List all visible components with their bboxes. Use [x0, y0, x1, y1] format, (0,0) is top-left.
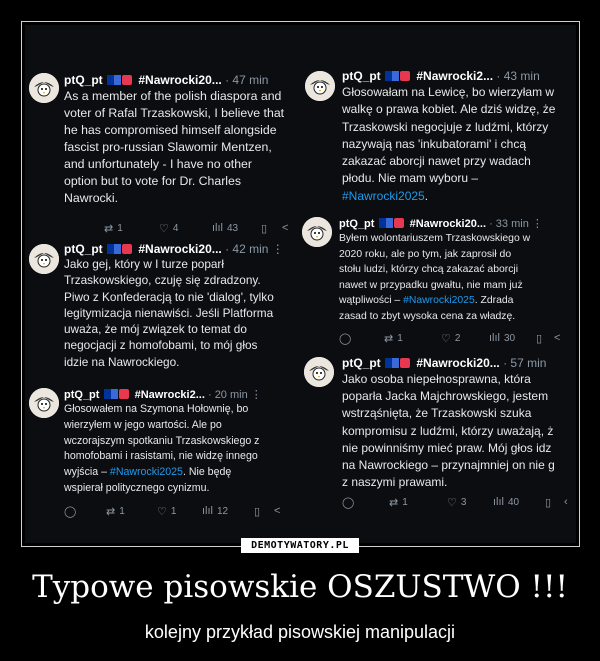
eagle-avatar-icon — [29, 73, 59, 103]
badge-icon — [400, 71, 410, 81]
tweet-text: Jako gej, który w I turze poparł Trzaskowskiego, czuję się zdradzony. Piwo z Konfederacją to nie 'dialog', tylko legitymizacja nienawiści. Jeśli Platforma uważa, że mój związek to temat do negocjacji z homofobami, to mój głos idzie na Nawrockiego. — [64, 257, 274, 369]
view-count: 12 — [217, 505, 229, 517]
flag-icon — [104, 389, 118, 399]
bookmark-button[interactable] — [536, 332, 542, 345]
tweet-text: Głosowałam na Lewicę, bo wierzyłam w walkę o prawa kobiet. Ale dziś widzę, że Trzaskowski negocjuje z ludźmi, którzy nazywają nas 'inkubatorami' i chcą zakazać aborcji nawet przy wadach płodu. Nie mam wyboru – #Nawrocki2025. — [342, 85, 556, 203]
timestamp[interactable]: · 57 min — [503, 356, 547, 370]
tweet-header — [339, 217, 576, 230]
hashtag[interactable]: #Nawrocki2... — [134, 389, 205, 401]
reply-button[interactable] — [64, 505, 76, 518]
timestamp[interactable]: · 42 min — [225, 242, 269, 256]
heart-icon: ♡ — [441, 333, 451, 345]
hashtag[interactable]: #Nawrocki20... — [138, 242, 222, 256]
more-options-icon[interactable]: ⋮ — [271, 242, 284, 256]
share-icon: ‹ — [564, 496, 568, 508]
flag-icon — [385, 358, 399, 368]
share-icon: < — [274, 505, 281, 517]
views-button[interactable] — [202, 505, 228, 517]
caption-subtitle: kolejny przykład pisowskiej manipulacji — [144, 622, 456, 642]
tweet-actions — [339, 332, 576, 346]
timestamp[interactable]: · 20 min — [207, 389, 248, 401]
tweet-text: Głosowałem na Szymona Hołownię, bo wierzyłem w jego wartości. Ale po wczorajszym spotkaniu Trzaskowskiego z homofobami i rasistami, nie widzę innego wyjścia – #Nawrocki2025. Nie będę wspierał politycznego cynizmu. — [64, 403, 260, 494]
hashtag[interactable]: #Nawrocki20... — [416, 356, 500, 370]
heart-icon: ♡ — [157, 506, 167, 518]
screenshot-collage — [25, 25, 576, 543]
bookmark-icon: ▯ — [254, 506, 261, 518]
share-icon: < — [554, 332, 561, 344]
badge-icon — [400, 358, 410, 368]
avatar[interactable] — [29, 244, 59, 274]
more-options-icon[interactable]: ⋮ — [531, 218, 543, 230]
demotivator-frame — [21, 21, 580, 547]
tweet-card[interactable] — [302, 67, 576, 237]
badge-icon — [394, 218, 404, 228]
tweet-text: Byłem wolontariuszem Trzaskowskiego w 2020 roku, ale po tym, jak zaprosił do stołu ludzi, którzy chcą zakazać aborcji nawet w przypadku gwałtu, nie mam już wątpliwości – #Nawrocki2025. Zdrada zasad to zbyt wysoka cena za władzę. — [339, 233, 531, 322]
tweet-header — [342, 356, 576, 370]
like-button[interactable] — [441, 332, 460, 345]
retweet-button[interactable] — [104, 222, 123, 235]
caption-title: Typowe pisowskie OSZUSTWO !!! — [32, 569, 568, 605]
avatar[interactable] — [29, 73, 59, 103]
username[interactable]: ptQ_pt — [64, 242, 103, 256]
heart-icon: ♡ — [447, 497, 457, 509]
avatar[interactable] — [305, 71, 335, 101]
hashtag[interactable]: #Nawrocki20... — [138, 73, 222, 87]
bookmark-button[interactable] — [261, 222, 267, 235]
views-icon: ılıl — [489, 332, 500, 344]
like-count: 1 — [170, 506, 177, 517]
tweet-actions — [64, 222, 304, 236]
share-button[interactable] — [274, 505, 280, 517]
like-button[interactable] — [159, 222, 178, 235]
badge-icon — [119, 389, 129, 399]
hashtag-link[interactable]: #Nawrocki2025 — [342, 188, 425, 203]
retweet-icon: ⇄ — [389, 497, 399, 509]
tweet-header — [64, 388, 300, 401]
tweet-actions — [342, 496, 576, 510]
timestamp[interactable]: · 43 min — [496, 69, 540, 83]
reply-icon: ◯ — [342, 497, 355, 509]
retweet-button[interactable] — [384, 332, 403, 345]
views-icon: ılıl — [202, 505, 213, 517]
retweet-count: 1 — [119, 506, 125, 517]
username[interactable]: ptQ_pt — [342, 69, 381, 83]
avatar[interactable] — [304, 357, 334, 387]
tweet-card[interactable] — [302, 353, 576, 543]
username[interactable]: ptQ_pt — [64, 73, 103, 87]
view-count: 40 — [508, 496, 520, 508]
views-button[interactable] — [212, 222, 238, 234]
retweet-icon: ⇄ — [384, 333, 394, 345]
tweet-card[interactable] — [25, 238, 300, 383]
bookmark-icon: ▯ — [261, 223, 268, 235]
share-icon: < — [282, 222, 289, 234]
eagle-avatar-icon — [305, 71, 335, 101]
retweet-count: 1 — [402, 497, 408, 508]
reply-button[interactable] — [339, 332, 351, 345]
like-count: 3 — [460, 497, 467, 508]
flag-icon — [379, 218, 393, 228]
tweet-actions — [64, 505, 300, 519]
watermark: DEMOTYWATORY.PL — [241, 538, 359, 553]
bookmark-button[interactable] — [254, 505, 260, 518]
avatar[interactable] — [302, 217, 332, 247]
views-icon: ılıl — [493, 496, 504, 508]
eagle-avatar-icon — [304, 357, 334, 387]
hashtag-link[interactable]: #Nawrocki2025 — [403, 295, 475, 307]
views-icon: ılıl — [212, 222, 223, 234]
timestamp[interactable]: · 33 min — [489, 218, 529, 230]
eagle-avatar-icon — [302, 217, 332, 247]
bookmark-icon: ▯ — [536, 333, 543, 345]
bookmark-icon: ▯ — [545, 497, 552, 509]
badge-icon — [122, 244, 132, 254]
bookmark-button[interactable] — [545, 496, 551, 509]
hashtag[interactable]: #Nawrocki20... — [409, 218, 487, 230]
views-button[interactable] — [493, 496, 519, 508]
share-button[interactable] — [554, 332, 560, 344]
username[interactable]: ptQ_pt — [342, 356, 381, 370]
flag-icon — [107, 244, 121, 254]
like-button[interactable] — [157, 505, 176, 518]
view-count: 30 — [504, 332, 516, 344]
hashtag-link[interactable]: #Nawrocki2025 — [109, 466, 183, 479]
like-count: 2 — [454, 333, 461, 344]
heart-icon: ♡ — [159, 223, 169, 235]
retweet-count: 1 — [117, 223, 123, 234]
retweet-count: 1 — [397, 333, 403, 344]
tweet-header — [64, 73, 304, 87]
username[interactable]: ptQ_pt — [64, 389, 100, 401]
views-button[interactable] — [489, 332, 515, 344]
like-count: 4 — [172, 223, 179, 234]
tweet-card[interactable] — [25, 386, 300, 541]
avatar[interactable] — [29, 388, 59, 418]
more-options-icon[interactable]: ⋮ — [250, 389, 262, 401]
tweet-text: As a member of the polish diaspora and voter of Rafal Trzaskowski, I believe that he has compromised himself alongside fascist pro-russian Slawomir Mentzen, and unfortunately - I have no other option but to vote for Dr. Charles Nawrocki. — [64, 89, 285, 205]
flag-icon — [107, 75, 121, 85]
badge-icon — [122, 75, 132, 85]
tweet-text: Jako osoba niepełnosprawna, która poparła Jacka Majchrowskiego, jestem wstrząśnięta, że Trzaskowski szuka kompromisu z ludźmi, którzy uważają, ż nie powinniśmy mieć praw. Mój głos idz na Nawrockiego – przynajmniej on nie g z naszymi prawami. — [342, 372, 555, 490]
retweet-icon: ⇄ — [106, 506, 116, 518]
reply-icon: ◯ — [339, 333, 352, 345]
tweet-header — [64, 242, 300, 256]
username[interactable]: ptQ_pt — [339, 218, 375, 230]
hashtag[interactable]: #Nawrocki2... — [416, 69, 494, 83]
reply-button[interactable] — [342, 496, 354, 509]
tweet-card[interactable] — [302, 215, 576, 355]
retweet-button[interactable] — [389, 496, 408, 509]
flag-icon — [385, 71, 399, 81]
tweet-card[interactable] — [25, 71, 300, 246]
like-button[interactable] — [447, 496, 466, 509]
eagle-avatar-icon — [29, 388, 59, 418]
eagle-avatar-icon — [29, 244, 59, 274]
tweet-header — [342, 69, 576, 83]
share-button[interactable] — [564, 496, 568, 508]
retweet-button[interactable] — [106, 505, 125, 518]
timestamp[interactable]: · 47 min — [225, 73, 269, 87]
reply-icon: ◯ — [64, 506, 77, 518]
view-count: 43 — [227, 222, 239, 234]
retweet-icon: ⇄ — [104, 223, 114, 235]
share-button[interactable] — [282, 222, 288, 234]
